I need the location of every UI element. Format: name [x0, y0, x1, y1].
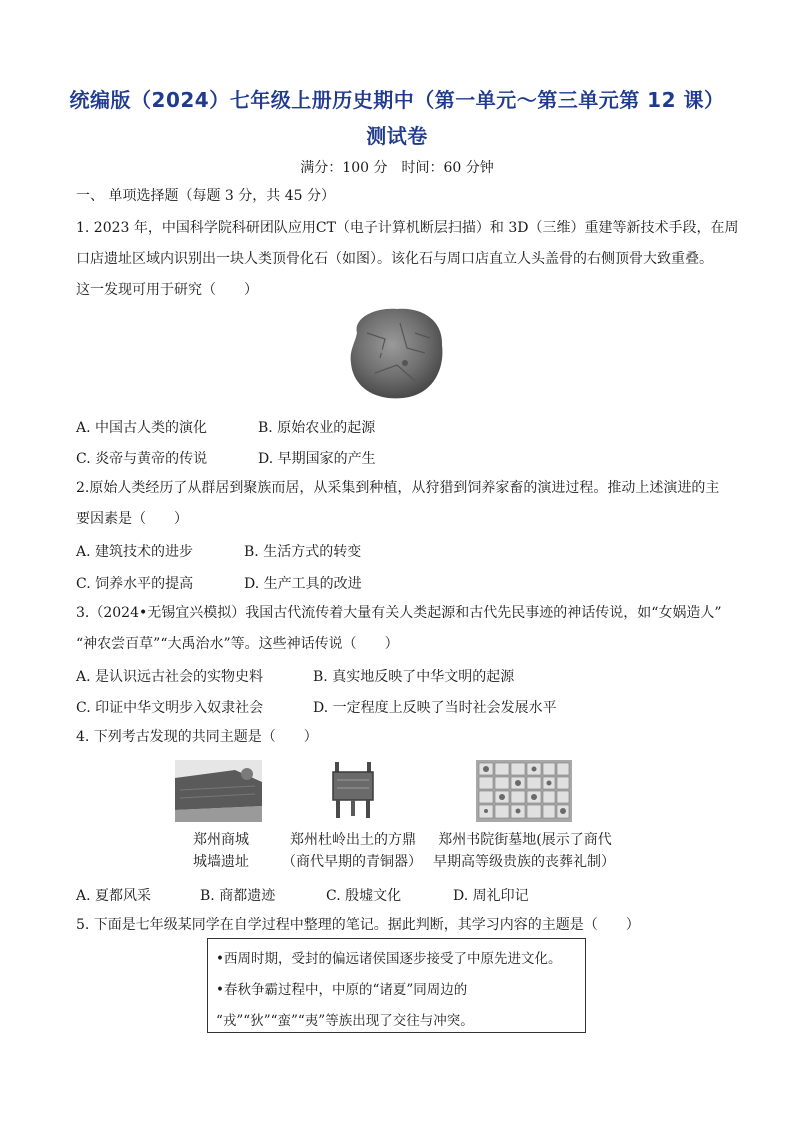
q5-stem: 5. 下面是七年级某同学在自学过程中整理的笔记。据此判断，其学习内容的主题是（ ） [76, 917, 640, 933]
q2-option-d: D. 生产工具的改进 [244, 576, 362, 592]
note-line3: “戎”“狄”“蛮”“夷”等族出现了交往与冲突。 [216, 1013, 474, 1029]
q2-option-c: C. 饲养水平的提高 [76, 576, 194, 592]
q1-option-b: B. 原始农业的起源 [258, 420, 376, 436]
study-notes-box [207, 938, 586, 1033]
exam-title-line2: 测试卷 [366, 124, 428, 148]
q4-option-c: C. 殷墟文化 [326, 888, 402, 904]
q4-option-a: A. 夏都风采 [76, 888, 152, 904]
q1-option-a: A. 中国古人类的演化 [76, 420, 208, 436]
caption-city-wall-line1: 郑州商城 [193, 832, 249, 848]
q1-option-c: C. 炎帝与黄帝的传说 [76, 451, 208, 467]
q1-option-d: D. 早期国家的产生 [258, 451, 376, 467]
city-wall-photo [175, 760, 262, 822]
tomb-artifacts-photo [476, 760, 572, 822]
q3-option-d: D. 一定程度上反映了当时社会发展水平 [313, 700, 557, 716]
bronze-ding-photo [323, 758, 383, 821]
q2-stem-line1: 2.原始人类经历了从群居到聚族而居，从采集到种植，从狩猎到饲养家畜的演进过程。推动上述演进的主 [76, 480, 720, 496]
q1-stem-line2: 口店遗址区域内识别出一块人类顶骨化石（如图）。该化石与周口店直立人头盖骨的右侧顶骨大致重叠。 [76, 251, 713, 267]
caption-city-wall-line2: 城墙遗址 [193, 854, 249, 870]
q3-stem-line1: 3.（2024•无锡宜兴模拟）我国古代流传着大量有关人类起源和古代先民事迹的神话传说，如“女娲造人” [76, 605, 722, 621]
caption-bronze-ding-line1: 郑州杜岭出土的方鼎 [290, 832, 416, 848]
exam-meta: 满分：100 分 时间：60 分钟 [300, 160, 494, 176]
caption-tomb-line1: 郑州书院街墓地(展示了商代 [438, 832, 612, 848]
note-line1: •西周时期，受封的偏远诸侯国逐步接受了中原先进文化。 [216, 951, 562, 967]
q1-stem-line1: 1. 2023 年，中国科学院科研团队应用CT（电子计算机断层扫描）和 3D（三维）重建等新技术手段，在周 [76, 220, 739, 236]
q3-option-b: B. 真实地反映了中华文明的起源 [313, 669, 515, 685]
section-heading: 一、 单项选择题（每题 3 分，共 45 分） [76, 188, 335, 204]
q2-stem-line2: 要因素是（ ） [76, 511, 188, 527]
caption-bronze-ding-line2: （商代早期的青铜器） [282, 854, 422, 870]
q4-option-d: D. 周礼印记 [453, 888, 529, 904]
q3-stem-line2: “神农尝百草”“大禹治水”等。这些神话传说（ ） [76, 636, 399, 652]
q1-stem-line3: 这一发现可用于研究（ ） [76, 282, 258, 298]
q4-stem: 4. 下列考古发现的共同主题是（ ） [76, 729, 318, 745]
q3-option-a: A. 是认识远古社会的实物史料 [76, 669, 264, 685]
exam-title-line1: 统编版（2024）七年级上册历史期中（第一单元～第三单元第 12 课） [69, 88, 725, 112]
q3-option-c: C. 印证中华文明步入奴隶社会 [76, 700, 264, 716]
skull-fossil-image [345, 303, 449, 403]
q2-option-a: A. 建筑技术的进步 [76, 544, 194, 560]
q4-option-b: B. 商都遗迹 [200, 888, 276, 904]
note-line2: •春秋争霸过程中，中原的“诸夏”同周边的 [216, 982, 468, 998]
caption-tomb-line2: 早期高等级贵族的丧葬礼制） [433, 854, 615, 870]
q2-option-b: B. 生活方式的转变 [244, 544, 362, 560]
